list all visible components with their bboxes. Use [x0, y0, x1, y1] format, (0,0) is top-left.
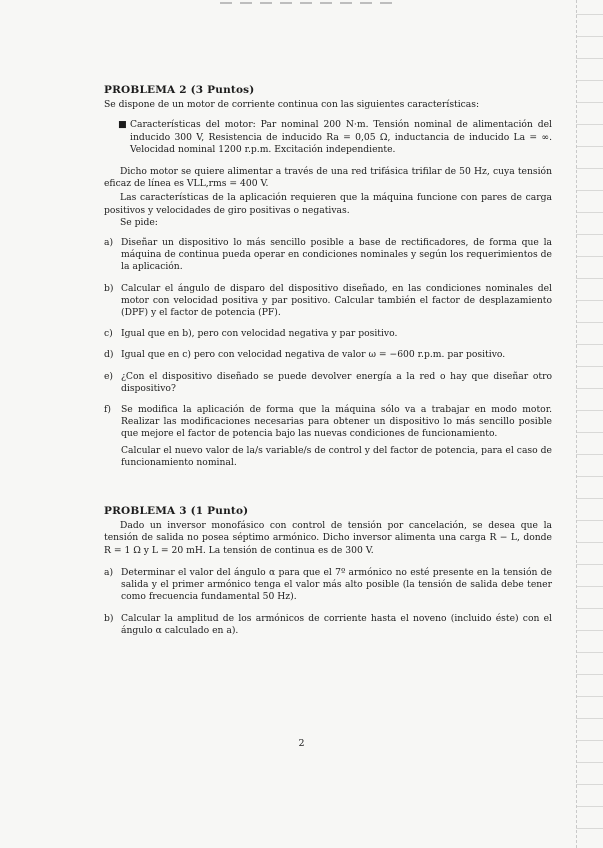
item-label: b) — [104, 282, 114, 294]
item-label: e) — [104, 370, 114, 382]
problem2-intro: Se dispone de un motor de corriente continua con las siguientes características: — [104, 99, 480, 111]
problem2-bullet-text: Características del motor: Par nominal 200 N·m. Tensión nominal de alimentación del inducido 300 V, Resistencia de inducido Ra = 0,05 Ω, inductancia de inducido La = ∞. Velocidad nominal 1200 r.p.m. Excitación independiente. — [130, 119, 552, 155]
page-number: 2 — [298, 738, 305, 749]
page-content — [104, 84, 552, 646]
item-label: b) — [104, 612, 114, 624]
item-text: Calcular la amplitud de los armónicos de corriente hasta el noveno (incluido éste) con el ángulo α calculado en a). — [121, 612, 552, 636]
problem2-para1: Dicho motor se quiere alimentar a través de una red trifásica trifilar de 50 Hz, cuya tensión eficaz de línea es VLL,rms = 400 V. — [104, 166, 552, 190]
item-label: c) — [104, 328, 113, 340]
item-text: Determinar el valor del ángulo α para que el 7º armónico no esté presente en la tensión de salida y el primer armónico tenga el valor más alto posible (la tensión de salida debe tener como frecuencia fundamental 50 Hz). — [121, 566, 552, 603]
section-gap — [104, 469, 552, 505]
problem2-item-d — [104, 349, 552, 361]
problem3-title: PROBLEMA 3 (1 Punto) — [104, 505, 249, 518]
problem2-title: PROBLEMA 2 (3 Puntos) — [104, 84, 255, 96]
problem2-item-c — [104, 328, 552, 340]
item-text: ¿Con el dispositivo diseñado se puede devolver energía a la red o hay que diseñar otro dispositivo? — [121, 370, 552, 394]
problem3-intro: Dado un inversor monofásico con control de tensión por cancelación, se desea que la tensión de salida no posea séptimo armónico. Dicho inversor alimenta una carga R − L, donde R = 1 Ω y L = 20 mH. La tensión de continua es de 300 V. — [104, 520, 552, 556]
problem2-item-e — [104, 371, 552, 395]
problem2-item-f-extra: Calcular el nuevo valor de la/s variable/s de control y del factor de potencia, para el caso de funcionamiento nominal. — [121, 444, 552, 468]
problem2-para2: Las características de la aplicación requieren que la máquina funcione con pares de carga positivos y velocidades de giro positivas o negativas. — [104, 192, 552, 216]
problem3-item-b — [104, 613, 552, 637]
scan-edge-right — [576, 0, 603, 848]
problem2-item-f — [104, 404, 552, 441]
problem2-prompt: Se pide: — [120, 216, 158, 228]
bullet-icon: ■ — [118, 119, 127, 131]
problem2-bullet — [118, 119, 552, 156]
item-text: Igual que en c) pero con velocidad negativa de valor ω = −600 r.p.m. par positivo. — [121, 349, 506, 361]
scan-edge-top — [220, 2, 400, 4]
problem3-item-a — [104, 567, 552, 604]
item-text: Calcular el ángulo de disparo del dispositivo diseñado, en las condiciones nominales del motor con velocidad positiva y par positivo. Calcular también el factor de desplazamiento (DPF) y el factor de potencia (PF). — [121, 282, 552, 319]
item-text: Diseñar un dispositivo lo más sencillo posible a base de rectificadores, de forma que la máquina de continua pueda operar en condiciones nominales y según los requerimientos de la aplicación. — [121, 237, 552, 273]
item-label: d) — [104, 349, 114, 361]
item-label: a) — [104, 566, 114, 578]
item-label: a) — [104, 237, 114, 249]
problem2-item-a — [104, 237, 552, 274]
problem2-item-b — [104, 283, 552, 320]
item-text: Se modifica la aplicación de forma que la máquina sólo va a trabajar en modo motor. Realizar las modificaciones necesarias para obtener un dispositivo lo más sencillo posible que mejore el factor de potencia bajo las nuevas condiciones de funcionamiento. — [121, 404, 552, 440]
item-text: Igual que en b), pero con velocidad negativa y par positivo. — [121, 328, 398, 340]
item-label: f) — [104, 404, 111, 416]
